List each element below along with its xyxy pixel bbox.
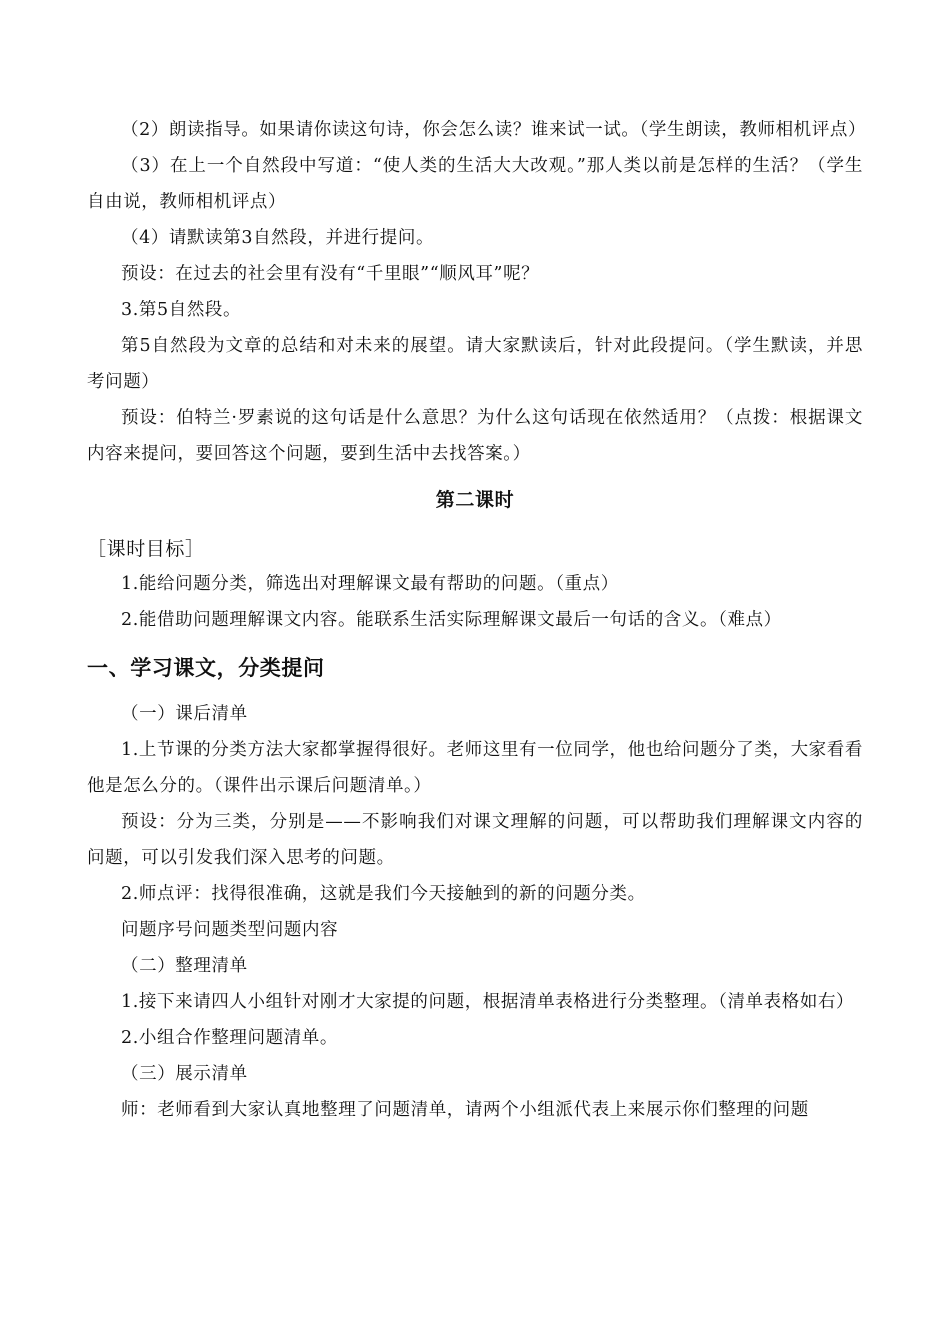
paragraph-subsection-3: （三）展示清单 [121,1064,248,1084]
document-body [87,112,867,1128]
paragraph-group-work: 2.小组合作整理问题清单。 [121,1028,338,1048]
paragraph-read-section-3: （4）请默读第3自然段，并进行提问。 [121,228,435,248]
paragraph-section-5-summary: 第5自然段为文章的总结和对未来的展望。请大家默读后，针对此段提问。（学生默读，并思考问题） [87,336,863,392]
paragraph-preset-1: 预设：在过去的社会里有没有“千里眼”“顺风耳”呢？ [121,264,540,284]
objective-item: 2.能借助问题理解课文内容。能联系生活实际理解课文最后一句话的含义。（难点） [121,610,782,630]
section-heading: 一、学习课文，分类提问 [87,656,325,680]
paragraph-table-header: 问题序号问题类型问题内容 [121,920,339,940]
paragraph-subsection-2: （二）整理清单 [121,956,248,976]
objectives-title: ［课时目标］ [87,538,205,560]
paragraph-classification: 1.上节课的分类方法大家都掌握得很好。老师这里有一位同学，他也给问题分了类，大家看看他是怎么分的。（课件出示课后问题清单。） [87,740,863,796]
paragraph-group-task: 1.接下来请四人小组针对刚才大家提的问题，根据清单表格进行分类整理。（清单表格如右） [121,992,855,1012]
paragraph-subsection-1: （一）课后清单 [121,704,248,724]
paragraph-reading-guidance: （2）朗读指导。如果请你读这句诗，你会怎么读？谁来试一试。（学生朗读，教师相机评点） [121,120,867,140]
paragraph-teacher-comment: 2.师点评：找得很准确，这就是我们今天接触到的新的问题分类。 [121,884,646,904]
paragraph-preset-2: 预设：伯特兰·罗素说的这句话是什么意思？为什么这句话现在依然适用？（点拨：根据课文内容来提问，要回答这个问题，要到生活中去找答案。） [87,408,863,464]
lesson-title: 第二课时 [435,489,515,511]
paragraph-preset-3: 预设：分为三类，分别是——不影响我们对课文理解的问题，可以帮助我们理解课文内容的问题，可以引发我们深入思考的问题。 [87,812,863,868]
paragraph-previous-life: （3）在上一个自然段中写道：“使人类的生活大大改观。”那人类以前是怎样的生活？（学生自由说，教师相机评点） [87,156,863,212]
paragraph-section-5: 3.第5自然段。 [121,300,242,320]
paragraph-teacher-display: 师：老师看到大家认真地整理了问题清单，请两个小组派代表上来展示你们整理的问题 [121,1100,809,1120]
objective-item: 1.能给问题分类，筛选出对理解课文最有帮助的问题。（重点） [121,574,619,594]
